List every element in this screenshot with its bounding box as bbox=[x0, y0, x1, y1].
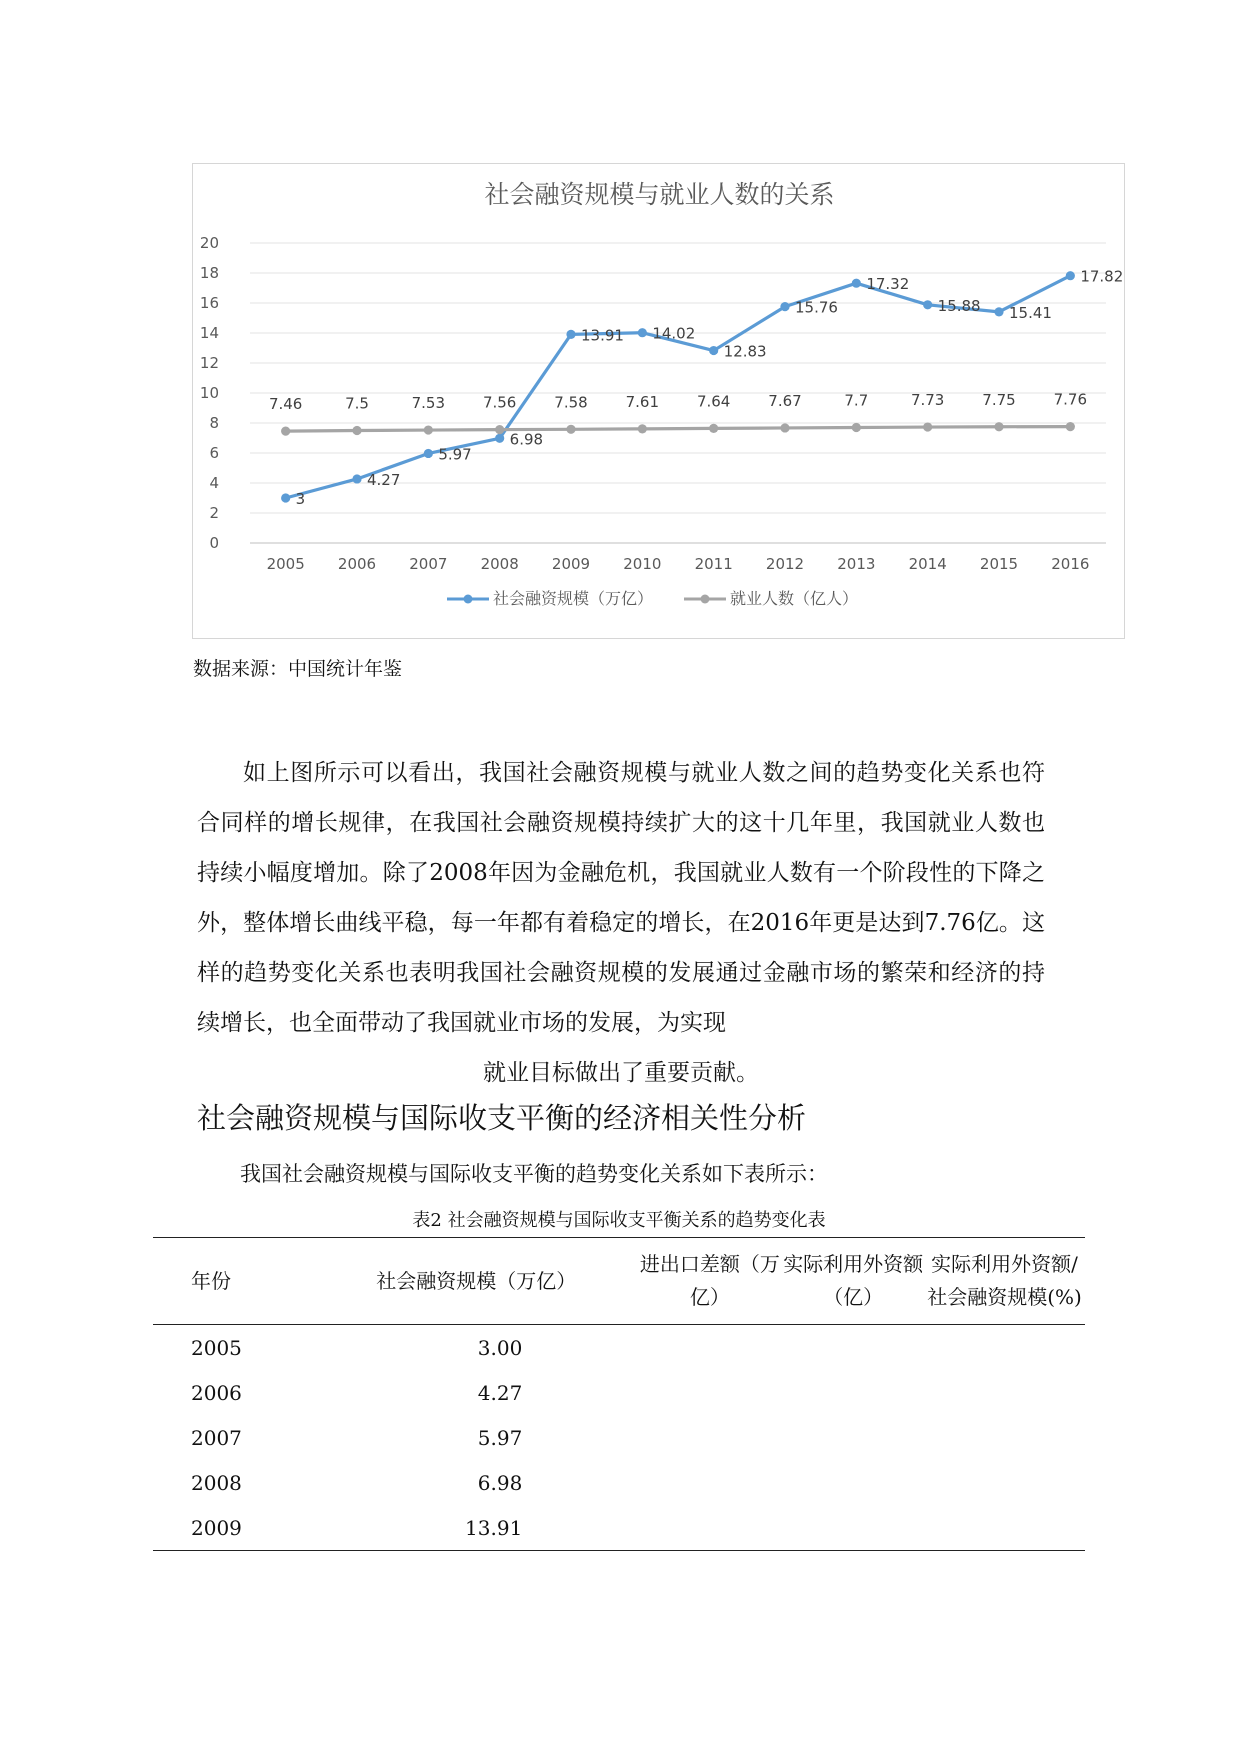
x-tick-label: 2010 bbox=[623, 555, 662, 573]
data-point-employment bbox=[281, 427, 290, 436]
header-gap: 进出口差额（万亿） bbox=[637, 1238, 782, 1325]
data-label-financing: 15.88 bbox=[937, 296, 981, 315]
intro-text: 我国社会融资规模与国际收支平衡的趋势变化关系如下表所示： bbox=[240, 1162, 828, 1186]
cell-fdi bbox=[782, 1460, 924, 1505]
cell-ratio bbox=[924, 1325, 1085, 1371]
cell-fdi bbox=[782, 1370, 924, 1415]
x-tick-label: 2015 bbox=[979, 555, 1019, 573]
data-label-financing: 15.41 bbox=[1009, 303, 1052, 322]
cell-ratio bbox=[924, 1415, 1085, 1460]
legend-label: 社会融资规模（万亿） bbox=[493, 589, 654, 608]
x-tick-label: 2008 bbox=[480, 555, 519, 573]
header-year: 年份 bbox=[153, 1238, 315, 1325]
table-caption: 表2 社会融资规模与国际收支平衡关系的趋势变化表 bbox=[412, 1210, 826, 1231]
cell-scale: 4.27 bbox=[477, 1380, 523, 1405]
y-tick-label: 8 bbox=[209, 414, 219, 432]
data-point-employment bbox=[495, 425, 504, 434]
data-label-employment: 7.58 bbox=[554, 393, 588, 412]
data-label-employment: 7.76 bbox=[1053, 390, 1088, 409]
data-label-employment: 7.67 bbox=[768, 391, 802, 410]
cell-gap bbox=[637, 1460, 782, 1505]
y-tick-label: 20 bbox=[199, 234, 219, 252]
line-chart bbox=[192, 163, 1125, 639]
data-point-employment bbox=[923, 422, 932, 431]
cell-year: 2009 bbox=[191, 1515, 242, 1540]
legend-marker bbox=[464, 595, 473, 604]
cell-scale: 3.00 bbox=[477, 1335, 523, 1360]
cell-ratio bbox=[924, 1505, 1085, 1551]
x-tick-label: 2009 bbox=[551, 555, 591, 573]
data-label-employment: 7.7 bbox=[844, 391, 869, 410]
data-point-financing bbox=[495, 434, 504, 443]
section-title: 社会融资规模与国际收支平衡的经济相关性分析 bbox=[197, 1101, 807, 1135]
data-point-financing bbox=[424, 449, 433, 458]
cell-scale: 13.91 bbox=[465, 1515, 523, 1540]
data-label-employment: 7.75 bbox=[982, 390, 1016, 409]
chart-title: 社会融资规模与就业人数的关系 bbox=[484, 180, 835, 209]
data-label-financing: 17.32 bbox=[866, 275, 910, 294]
x-tick-label: 2016 bbox=[1051, 555, 1090, 573]
data-label-financing: 12.83 bbox=[723, 342, 767, 361]
data-label-employment: 7.61 bbox=[625, 392, 660, 411]
y-tick-label: 18 bbox=[199, 264, 219, 282]
data-point-financing bbox=[709, 346, 718, 355]
data-label-financing: 4.27 bbox=[367, 470, 401, 489]
y-tick-label: 0 bbox=[209, 534, 219, 552]
x-tick-label: 2013 bbox=[837, 555, 876, 573]
data-point-financing bbox=[566, 330, 575, 339]
data-point-employment bbox=[709, 424, 718, 433]
data-point-financing bbox=[281, 493, 290, 502]
y-tick-label: 10 bbox=[199, 384, 219, 402]
data-label-financing: 15.76 bbox=[795, 298, 838, 317]
header-fdi: 实际利用外资额（亿） bbox=[782, 1238, 924, 1325]
data-label-employment: 7.53 bbox=[411, 394, 446, 413]
data-point-employment bbox=[424, 425, 433, 434]
legend-marker bbox=[701, 595, 710, 604]
legend-label: 就业人数（亿人） bbox=[730, 589, 859, 608]
y-tick-label: 12 bbox=[199, 354, 219, 372]
chart-svg bbox=[193, 164, 1126, 640]
y-tick-label: 6 bbox=[209, 444, 219, 462]
table-row bbox=[153, 1415, 1085, 1460]
data-label-financing: 14.02 bbox=[652, 324, 696, 343]
x-tick-label: 2007 bbox=[409, 555, 448, 573]
cell-ratio bbox=[924, 1460, 1085, 1505]
data-label-financing: 6.98 bbox=[509, 430, 544, 449]
y-tick-label: 14 bbox=[199, 324, 219, 342]
data-point-employment bbox=[852, 423, 861, 432]
cell-fdi bbox=[782, 1325, 924, 1371]
data-point-employment bbox=[352, 426, 361, 435]
x-tick-label: 2012 bbox=[765, 555, 805, 573]
data-point-employment bbox=[566, 425, 575, 434]
data-point-financing bbox=[780, 302, 789, 311]
data-point-employment bbox=[780, 423, 789, 432]
x-tick-label: 2006 bbox=[337, 555, 377, 573]
y-tick-label: 16 bbox=[199, 294, 219, 312]
data-label-employment: 7.56 bbox=[482, 393, 517, 412]
table-row bbox=[153, 1460, 1085, 1505]
cell-scale: 5.97 bbox=[477, 1425, 523, 1450]
header-ratio: 实际利用外资额/社会融资规模(%) bbox=[924, 1238, 1085, 1325]
cell-fdi bbox=[782, 1505, 924, 1551]
data-label-financing: 3 bbox=[295, 490, 306, 508]
data-point-financing bbox=[352, 474, 361, 483]
table-row bbox=[153, 1505, 1085, 1551]
data-point-financing bbox=[852, 279, 861, 288]
data-point-employment bbox=[1066, 422, 1075, 431]
header-scale: 社会融资规模（万亿） bbox=[315, 1238, 637, 1325]
table-row bbox=[153, 1325, 1085, 1371]
data-point-financing bbox=[923, 300, 932, 309]
x-tick-label: 2011 bbox=[694, 555, 733, 573]
x-tick-label: 2005 bbox=[266, 555, 305, 573]
source-note: 数据来源：中国统计年鉴 bbox=[193, 658, 403, 680]
data-table bbox=[153, 1237, 1085, 1551]
paragraph-main: 如上图所示可以看出，我国社会融资规模与就业人数之间的趋势变化关系也符合同样的增长规律，在我国社会融资规模持续扩大的这十几年里，我国就业人数也持续小幅度增加。除了2008年因为金融危机，我国就业人数有一个阶段性的下降之外，整体增长曲线平稳，每一年都有着稳定的增长，在2016年更是达到7.76亿。这样的趋势变化关系也表明我国社会融资规模的发展通过金融市场的繁荣和经济的持续增长，也全面带动了我国就业市场的发展，为实现 bbox=[197, 760, 1045, 1036]
data-point-financing bbox=[638, 328, 647, 337]
series-line-employment bbox=[286, 427, 1071, 432]
cell-ratio bbox=[924, 1370, 1085, 1415]
data-point-employment bbox=[638, 424, 647, 433]
cell-gap bbox=[637, 1325, 782, 1371]
cell-year: 2008 bbox=[191, 1470, 242, 1495]
body-paragraph bbox=[197, 748, 1045, 1098]
cell-year: 2007 bbox=[191, 1425, 242, 1450]
cell-gap bbox=[637, 1370, 782, 1415]
table-row bbox=[153, 1370, 1085, 1415]
data-point-financing bbox=[994, 307, 1003, 316]
cell-year: 2006 bbox=[191, 1380, 242, 1405]
data-label-financing: 13.91 bbox=[581, 326, 624, 345]
data-label-employment: 7.5 bbox=[345, 394, 369, 413]
cell-gap bbox=[637, 1415, 782, 1460]
data-label-employment: 7.46 bbox=[268, 395, 303, 414]
y-tick-label: 4 bbox=[209, 474, 219, 492]
data-label-employment: 7.73 bbox=[910, 391, 945, 410]
data-point-financing bbox=[1066, 271, 1075, 280]
cell-gap bbox=[637, 1505, 782, 1551]
table-header-row bbox=[153, 1238, 1085, 1325]
data-label-financing: 5.97 bbox=[438, 445, 472, 464]
cell-fdi bbox=[782, 1415, 924, 1460]
x-tick-label: 2014 bbox=[908, 555, 947, 573]
data-label-employment: 7.64 bbox=[696, 392, 731, 411]
data-point-employment bbox=[994, 422, 1003, 431]
y-tick-label: 2 bbox=[209, 504, 219, 522]
cell-year: 2005 bbox=[191, 1335, 242, 1360]
cell-scale: 6.98 bbox=[477, 1470, 523, 1495]
paragraph-tail: 就业目标做出了重要贡献。 bbox=[483, 1060, 759, 1086]
data-label-financing: 17.82 bbox=[1080, 267, 1124, 286]
